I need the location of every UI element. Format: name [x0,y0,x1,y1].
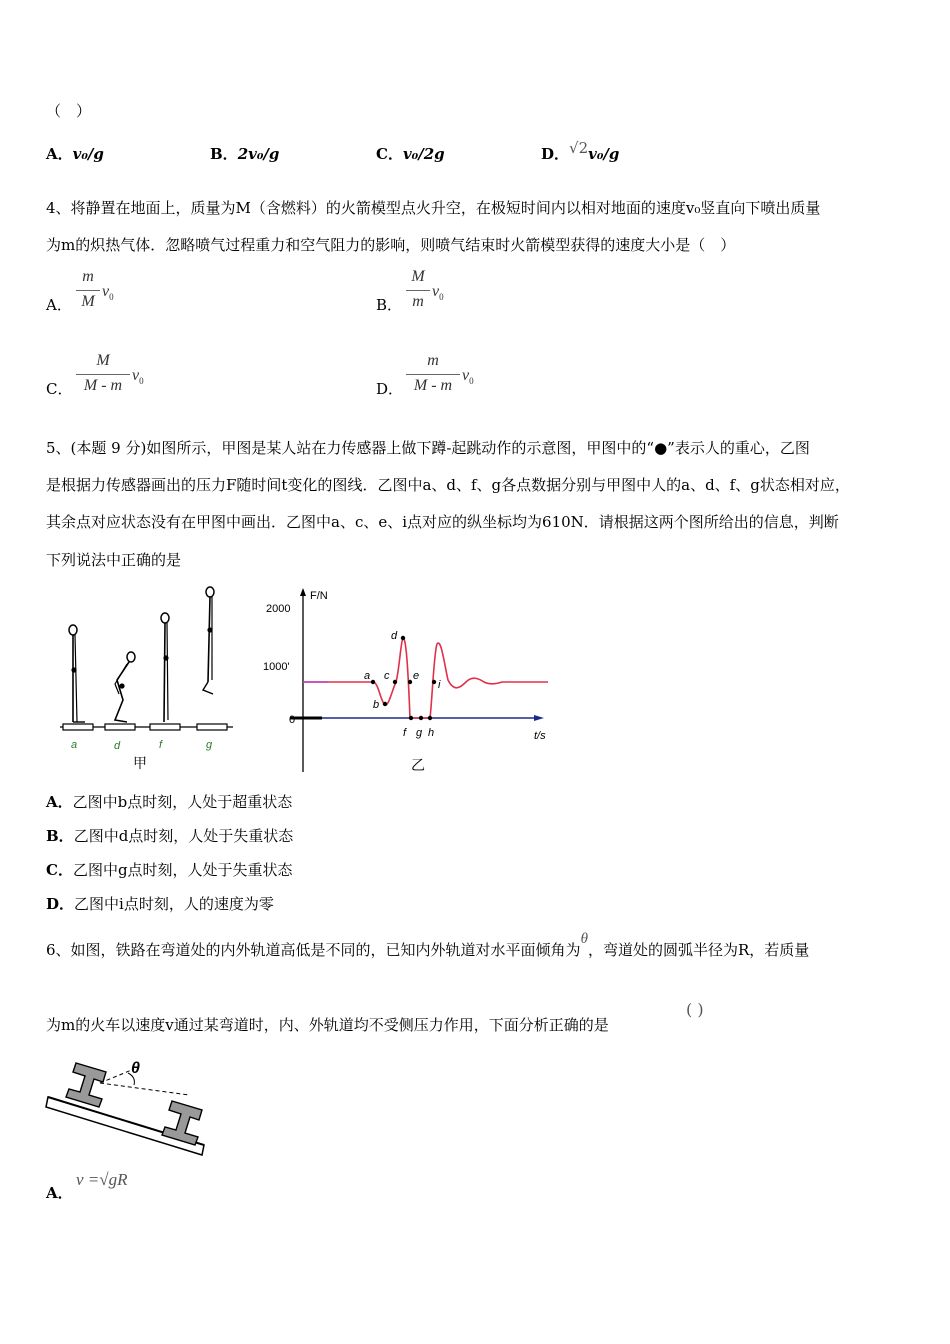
jia-label-f: f [159,739,163,751]
jia-caption: 甲 [133,755,147,771]
yi-point-e [408,680,412,684]
q5-option-a-text: 乙图中b点时刻，人处于超重状态 [72,793,293,811]
q5-option-c-text: 乙图中g点时刻，人处于失重状态 [72,861,293,879]
q3-option-d[interactable] [541,139,620,164]
q3-option-a-label: A． [46,145,73,163]
q4-line1: 4、将静置在地面上，质量为M（含燃料）的火箭模型点火升空，在极短时间内以相对地面的速度v₀竖直向下喷出质量 [46,199,821,217]
q5-option-a-label: A． [46,793,73,811]
yi-label-b: b [373,699,380,711]
yi-point-h [428,716,432,720]
q4-line2: 为m的炽热气体．忽略喷气过程重力和空气阻力的影响，则喷气结束时火箭模型获得的速度大小是（ ） [46,236,736,254]
q3-option-b-text: 2v₀/g [237,145,280,163]
q3-option-a[interactable] [46,144,104,164]
q4-option-b-label[interactable]: B． [376,296,403,314]
yi-tick-2000: 2000 [266,603,291,615]
q4-a-v0: $v_0$ [102,283,114,303]
q4-d-numerator: m [427,352,439,369]
q4-option-b-fraction [406,268,430,316]
q5-option-c[interactable] [46,860,293,880]
q5-option-c-label: C． [46,861,73,879]
q4-d-v0: $v_0$ [462,367,474,387]
cog-g-dot [207,627,212,632]
q4-c-numerator: M [96,352,110,369]
yi-xlabel: t/s [534,730,546,742]
q6-line1b: ，弯道处的圆弧半径为R，若质量 [587,941,810,959]
yi-label-h: h [428,727,435,739]
q4-b-denominator: m [412,293,424,310]
yi-label-i: i [438,679,441,691]
rail-theta-label: θ [131,1060,140,1077]
yi-point-a [371,680,375,684]
q6-option-a-label: A． [46,1184,73,1202]
q5-line2: 是根据力传感器画出的压力F随时间t变化的图线．乙图中a、d、f、g各点数据分别与甲图中人的a、d、f、g状态相对应， [46,476,850,494]
q3-option-b[interactable] [210,144,279,164]
q3-option-a-text: v₀/g [72,145,104,163]
cog-f-dot [163,655,168,660]
figure-yi [258,582,558,777]
q5-option-b[interactable] [46,826,293,846]
figure-rail [44,1055,219,1163]
yi-point-c [393,680,397,684]
q4-option-d-fraction [406,352,460,400]
cog-d-dot [119,683,124,688]
q6-option-a[interactable] [46,1183,73,1203]
q3-bracket: （ ） [46,102,92,120]
jia-label-g: g [206,739,213,751]
q4-a-denominator: M [81,293,95,310]
q4-option-c-fraction [76,352,130,400]
q5-line1: 5、(本题 9 分)如图所示，甲图是某人站在力传感器上做下蹲-起跳动作的示意图，甲图中的“●”表示人的重心，乙图 [46,439,810,457]
yi-point-b [383,702,387,706]
figure-jia [55,582,245,774]
q6-bracket: ( ) [686,1000,704,1019]
yi-ylabel: F/N [310,590,328,602]
q5-option-a[interactable] [46,792,292,812]
q3-option-c[interactable] [376,144,445,164]
q6-option-a-formula: v =√gR [76,1170,128,1189]
q4-a-numerator: m [82,268,94,285]
q6-line1 [46,931,810,961]
yi-point-i [432,680,436,684]
q3-option-d-label: D． [541,145,570,163]
q4-b-numerator: M [411,268,425,285]
q6-line1a: 6、如图，铁路在弯道处的内外轨道高低是不同的，已知内外轨道对水平面倾角为 [46,941,581,959]
q3-option-c-text: v₀/2g [402,145,445,163]
q3-option-c-label: C． [376,145,403,163]
yi-label-a: a [364,670,371,682]
q5-line4: 下列说法中正确的是 [46,551,182,569]
yi-label-g: g [416,727,423,739]
q4-c-denominator: M - m [83,377,123,394]
q5-option-d-label: D． [46,895,75,913]
cog-a-dot [71,667,76,672]
yi-point-f [409,716,413,720]
jia-label-a: a [71,739,78,751]
yi-label-e: e [413,670,420,682]
q5-option-b-label: B． [46,827,74,845]
q6-theta-inline: θ [580,931,588,947]
q4-option-a-fraction [76,268,100,316]
q4-option-d-label[interactable]: D． [376,380,404,398]
yi-label-f: f [403,727,407,739]
yi-label-c: c [384,670,390,682]
yi-force-curve [303,638,548,718]
yi-tick-1000: 1000' [263,661,290,673]
yi-tick-0: 0 [289,714,296,726]
q4-b-v0: $v_0$ [432,283,444,303]
jia-label-d: d [114,740,121,752]
q3-option-d-text: v₀/g [588,145,620,163]
q6-line2: 为m的火车以速度v通过某弯道时，内、外轨道均不受侧压力作用，下面分析正确的是 [46,1016,609,1034]
q3-option-d-sqrt: √2 [569,139,589,157]
q5-option-d[interactable] [46,894,274,914]
q4-d-denominator: M - m [413,377,453,394]
q5-option-b-text: 乙图中d点时刻，人处于失重状态 [73,827,294,845]
yi-point-d [401,636,405,640]
yi-point-g [419,716,423,720]
q4-option-a-label[interactable]: A． [46,296,72,314]
yi-caption: 乙 [411,757,425,773]
yi-label-d: d [391,630,398,642]
q3-option-b-label: B． [210,145,238,163]
q4-option-c-label[interactable]: C． [46,380,73,398]
q5-option-d-text: 乙图中i点时刻，人的速度为零 [74,895,274,913]
q5-line3: 其余点对应状态没有在甲图中画出．乙图中a、c、e、i点对应的纵坐标均为610N．请根据这两个图所给出的信息，判断 [46,513,839,531]
q4-c-v0: $v_0$ [132,367,144,387]
